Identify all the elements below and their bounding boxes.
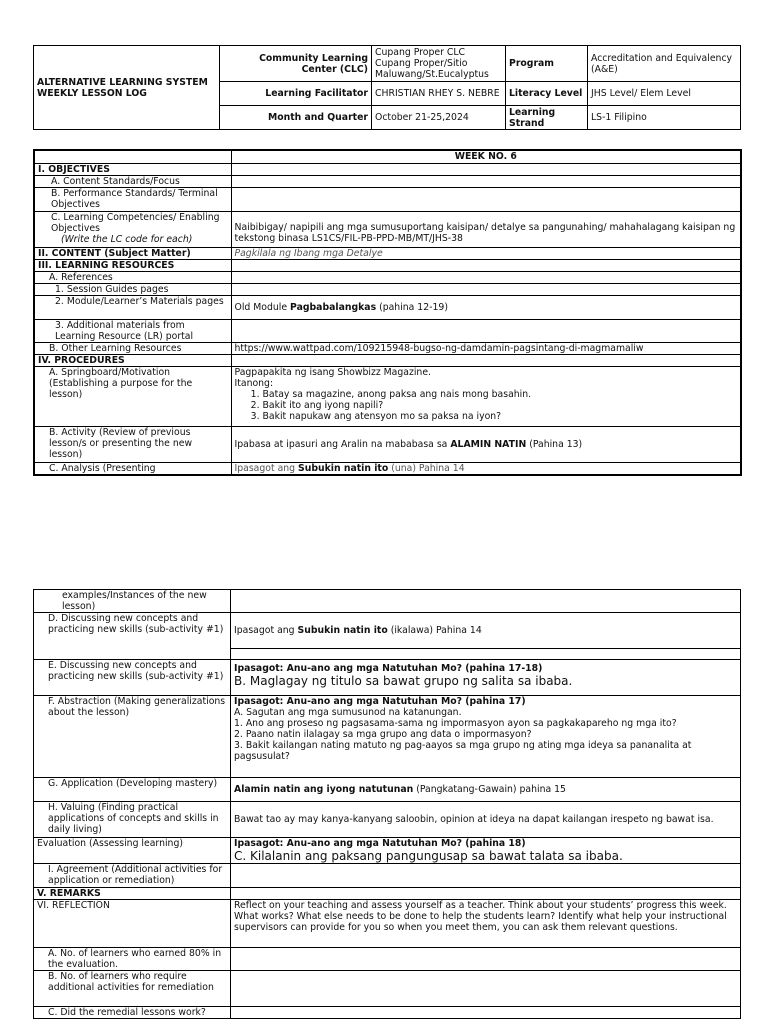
module-value-title: Pagbabalangkas	[290, 301, 377, 313]
discussing-e-label: E. Discussing new concepts and practicing new skills (sub-activity #1)	[34, 660, 231, 696]
header-title-line-1: ALTERNATIVE LEARNING SYSTEM	[37, 76, 208, 88]
list-item: 1. Batay sa magazine, anong paksa ang nais mong basahin.	[263, 389, 738, 400]
springboard-value	[231, 366, 741, 426]
abstraction-heading: Ipasagot: Anu-ano ang mga Natutuhan Mo? (pahina 17)	[234, 696, 526, 707]
facilitator-value: CHRISTIAN RHEY S. NEBRE	[372, 82, 506, 106]
abstraction-line-3: 2. Paano natin ilalagay sa mga grupo ang data o impormasyon?	[234, 729, 532, 740]
activity-label: B. Activity (Review of previous lesson/s or presenting the new lesson)	[34, 426, 231, 462]
evaluation-instruction: C. Kilalanin ang paksang pangungusap sa bawat talata sa ibaba.	[234, 849, 623, 863]
references-label: A. References	[34, 271, 231, 283]
analysis-suffix: (una) Pahina 14	[388, 462, 465, 474]
list-item: 2. Bakit ito ang iyong napili?	[263, 400, 738, 411]
month-value: October 21-25,2024	[372, 106, 506, 130]
module-pages-label: 2. Module/Learner’s Materials pages	[34, 295, 231, 319]
discussing-d-label: D. Discussing new concepts and practicing new skills (sub-activity #1)	[34, 613, 231, 660]
module-value-prefix: Old Module	[234, 301, 291, 313]
springboard-line-2: Itanong:	[234, 377, 274, 389]
clc-value-line-1: Cupang Proper CLC	[375, 47, 466, 58]
abstraction-line-2: 1. Ano ang proseso ng pagsasama-sama ng impormasyon ayon sa pagkakapareho ng mga ito?	[234, 718, 677, 729]
reflection-value: Reflect on your teaching and assess yourself as a teacher. Think about your students’ progress this week. What works? What else needs to be done to help the students learn? Identify what help your instructional supervisors can provide for you so when you meet them, you can ask them relevant questions.	[231, 900, 741, 948]
application-label: G. Application (Developing mastery)	[34, 778, 231, 802]
springboard-label: A. Springboard/Motivation (Establishing a purpose for the lesson)	[34, 366, 231, 426]
analysis-prefix: Ipasagot ang	[234, 462, 299, 474]
content-value: Pagkilala ng Ibang mga Detalye	[231, 247, 741, 259]
reflection-heading: VI. REFLECTION	[34, 900, 231, 948]
content-heading: II. CONTENT (Subject Matter)	[34, 247, 231, 259]
analysis-value	[231, 462, 741, 475]
application-title: Alamin natin ang iyong natutunan	[234, 784, 414, 795]
other-resources-link[interactable]: https://www.wattpad.com/109215948-bugso-ng-damdamin-pagsintang-di-magmamaliw	[231, 342, 741, 354]
abstraction-line-4: 3. Bakit kailangan nating matuto ng pag-aayos sa mga grupo ng ating mga ideya sa pananalita at pagsusulat?	[234, 740, 692, 762]
discussing-d-value	[231, 613, 741, 649]
learners-b-label: B. No. of learners who require additional activities for remediation	[34, 971, 231, 1007]
additional-materials-label: 3. Additional materials from Learning Resource (LR) portal	[34, 319, 231, 342]
program-value: Accreditation and Equivalency (A&E)	[588, 46, 741, 82]
evaluation-label: Evaluation (Assessing learning)	[34, 838, 231, 864]
literacy-label: Literacy Level	[506, 82, 588, 106]
abstraction-value	[231, 696, 741, 778]
activity-title: ALAMIN NATIN	[450, 438, 527, 450]
valuing-value: Bawat tao ay may kanya-kanyang saloobin, opinion at ideya na dapat kailangan irespeto ng bawat isa.	[231, 802, 741, 838]
week-number: WEEK NO. 6	[231, 150, 741, 163]
discussing-d-prefix: Ipasagot ang	[234, 625, 298, 636]
session-guides-label: 1. Session Guides pages	[34, 283, 231, 295]
learners-a-label: A. No. of learners who earned 80% in the evaluation.	[34, 948, 231, 971]
other-resources-label: B. Other Learning Resources	[34, 342, 231, 354]
competencies-value: Naibibigay/ napipili ang mga sumusuportang kaisipan/ detalye sa pangunahing/ mahahalagang kaisipan ng tekstong binasa LS1CS/FIL-PB-PPD-MB/MT/JHS-38	[231, 211, 741, 247]
strand-label: Learning Strand	[506, 106, 588, 130]
discussing-e-instruction: B. Maglagay ng titulo sa bawat grupo ng salita sa ibaba.	[234, 674, 573, 688]
analysis-label: C. Analysis (Presenting	[34, 462, 231, 475]
competencies-text: C. Learning Competencies/ Enabling Objectives	[51, 211, 220, 234]
remedial-c-label: C. Did the remedial lessons work?	[34, 1007, 231, 1019]
month-label: Month and Quarter	[220, 106, 372, 130]
application-value	[231, 778, 741, 802]
competencies-label	[34, 211, 231, 247]
program-label: Program	[506, 46, 588, 82]
header-table	[33, 45, 741, 130]
header-title-line-2: WEEKLY LESSON LOG	[37, 87, 147, 99]
activity-suffix: (Pahina 13)	[526, 438, 583, 450]
clc-value-line-2: Cupang Proper/Sitio	[375, 58, 468, 69]
competencies-note: (Write the LC code for each)	[61, 233, 193, 245]
list-item: 3. Bakit napukaw ang atensyon mo sa paksa na iyon?	[263, 411, 738, 422]
activity-value	[231, 426, 741, 462]
valuing-label: H. Valuing (Finding practical applications of concepts and skills in daily living)	[34, 802, 231, 838]
evaluation-heading: Ipasagot: Anu-ano ang mga Natutuhan Mo? (pahina 18)	[234, 838, 526, 849]
module-value	[231, 295, 741, 319]
abstraction-line-1: A. Sagutan ang mga sumusunod na katanungan.	[234, 707, 462, 718]
procedures-heading: IV. PROCEDURES	[34, 354, 231, 366]
clc-value-line-3: Maluwang/St.Eucalyptus	[375, 69, 489, 80]
analysis-title: Subukin natin ito	[298, 462, 389, 474]
discussing-e-value	[231, 660, 741, 696]
module-value-suffix: (pahina 12-19)	[376, 301, 448, 313]
analysis-continued-label: examples/Instances of the new lesson)	[34, 590, 231, 613]
lesson-log-table	[33, 149, 742, 476]
clc-label: Community Learning Center (CLC)	[220, 46, 372, 82]
objectives-heading: I. OBJECTIVES	[34, 163, 231, 175]
header-title	[34, 46, 220, 130]
content-standards-label: A. Content Standards/Focus	[34, 175, 231, 187]
springboard-line-1: Pagpapakita ng isang Showbizz Magazine.	[234, 366, 432, 378]
clc-value	[372, 46, 506, 82]
facilitator-label: Learning Facilitator	[220, 82, 372, 106]
performance-standards-label: B. Performance Standards/ Terminal Objectives	[34, 187, 231, 211]
springboard-questions	[235, 389, 738, 422]
resources-heading: III. LEARNING RESOURCES	[34, 259, 231, 271]
discussing-d-title: Subukin natin ito	[297, 625, 388, 636]
application-suffix: (Pangkatang-Gawain) pahina 15	[413, 784, 566, 795]
strand-value: LS-1 Filipino	[588, 106, 741, 130]
literacy-value: JHS Level/ Elem Level	[588, 82, 741, 106]
evaluation-value	[231, 838, 741, 864]
remarks-heading: V. REMARKS	[34, 888, 231, 900]
discussing-d-suffix: (ikalawa) Pahina 14	[387, 625, 482, 636]
lesson-log-table-continued	[33, 589, 741, 1019]
abstraction-label: F. Abstraction (Making generalizations about the lesson)	[34, 696, 231, 778]
activity-prefix: Ipabasa at ipasuri ang Aralin na mababasa sa	[234, 438, 451, 450]
agreement-label: I. Agreement (Additional activities for application or remediation)	[34, 864, 231, 888]
discussing-e-heading: Ipasagot: Anu-ano ang mga Natutuhan Mo? (pahina 17-18)	[234, 663, 543, 674]
